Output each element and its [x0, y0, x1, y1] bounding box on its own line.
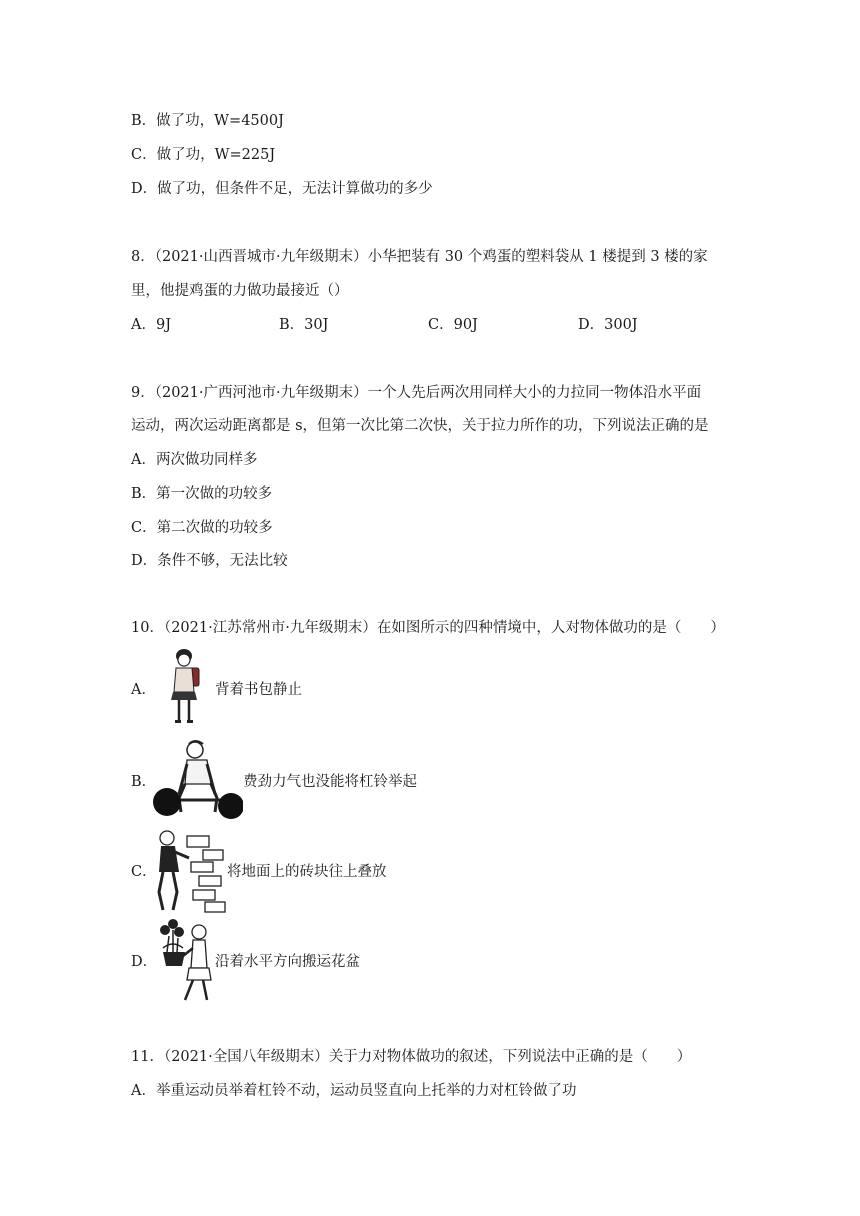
schoolgirl-backpack-icon: [165, 648, 207, 726]
q10-option-d-caption: 沿着水平方向搬运花盆: [215, 954, 360, 970]
q8-stem-line2: 里，他提鸡蛋的力做功最接近（）: [131, 283, 349, 299]
q8-option-a: A．9J: [131, 317, 172, 333]
q8-option-b: B．30J: [279, 317, 329, 333]
q10-option-b: [131, 738, 551, 824]
q10-option-a: [131, 648, 531, 728]
q11-stem: 11．（2021·全国八年级期末）关于力对物体做功的叙述，下列说法中正确的是（ ）: [131, 1049, 692, 1065]
q9-option-a: A．两次做功同样多: [131, 452, 258, 468]
q8-option-c: C．90J: [428, 317, 478, 333]
weightlifter-icon: [151, 738, 243, 824]
q8-options: [131, 315, 731, 335]
q10-option-b-caption: 费劲力气也没能将杠铃举起: [243, 774, 417, 790]
q8-option-d: D．300J: [578, 317, 638, 333]
q10-option-c-caption: 将地面上的砖块往上叠放: [227, 864, 387, 880]
q9-stem-line2: 运动，两次运动距离都是 s，但第一次比第二次快，关于拉力所作的功，下列说法正确的是: [131, 418, 709, 434]
q10-option-d: [131, 918, 551, 1004]
q9-option-c: C．第二次做的功较多: [131, 520, 273, 536]
q9-option-b: B．第一次做的功较多: [131, 486, 273, 502]
q7-option-b: B．做了功，W=4500J: [131, 113, 284, 129]
q7-option-c: C．做了功，W=225J: [131, 147, 276, 163]
q10-option-a-letter: A．: [131, 682, 156, 698]
bricklayer-icon: [153, 826, 227, 916]
q10-option-c-letter: C．: [131, 864, 157, 880]
q9-option-d: D．条件不够，无法比较: [131, 553, 288, 569]
q7-option-d: D．做了功，但条件不足，无法计算做功的多少: [131, 181, 433, 197]
q10-stem: 10．（2021·江苏常州市·九年级期末）在如图所示的四种情境中，人对物体做功的是（ ）: [131, 620, 725, 636]
q10-option-b-letter: B．: [131, 774, 157, 790]
q9-stem-line1: 9．（2021·广西河池市·九年级期末）一个人先后两次用同样大小的力拉同一物体沿水平面: [131, 385, 702, 401]
q10-option-a-caption: 背着书包静止: [215, 682, 302, 698]
q11-option-a: A．举重运动员举着杠铃不动，运动员竖直向上托举的力对杠铃做了功: [131, 1083, 577, 1099]
q10-option-c: [131, 826, 551, 916]
flowerpot-carrier-icon: [157, 918, 213, 1004]
q10-option-d-letter: D．: [131, 954, 158, 970]
q8-stem-line1: 8．（2021·山西晋城市·九年级期末）小华把装有 30 个鸡蛋的塑料袋从 1 楼提到 3 楼的家: [131, 249, 708, 265]
